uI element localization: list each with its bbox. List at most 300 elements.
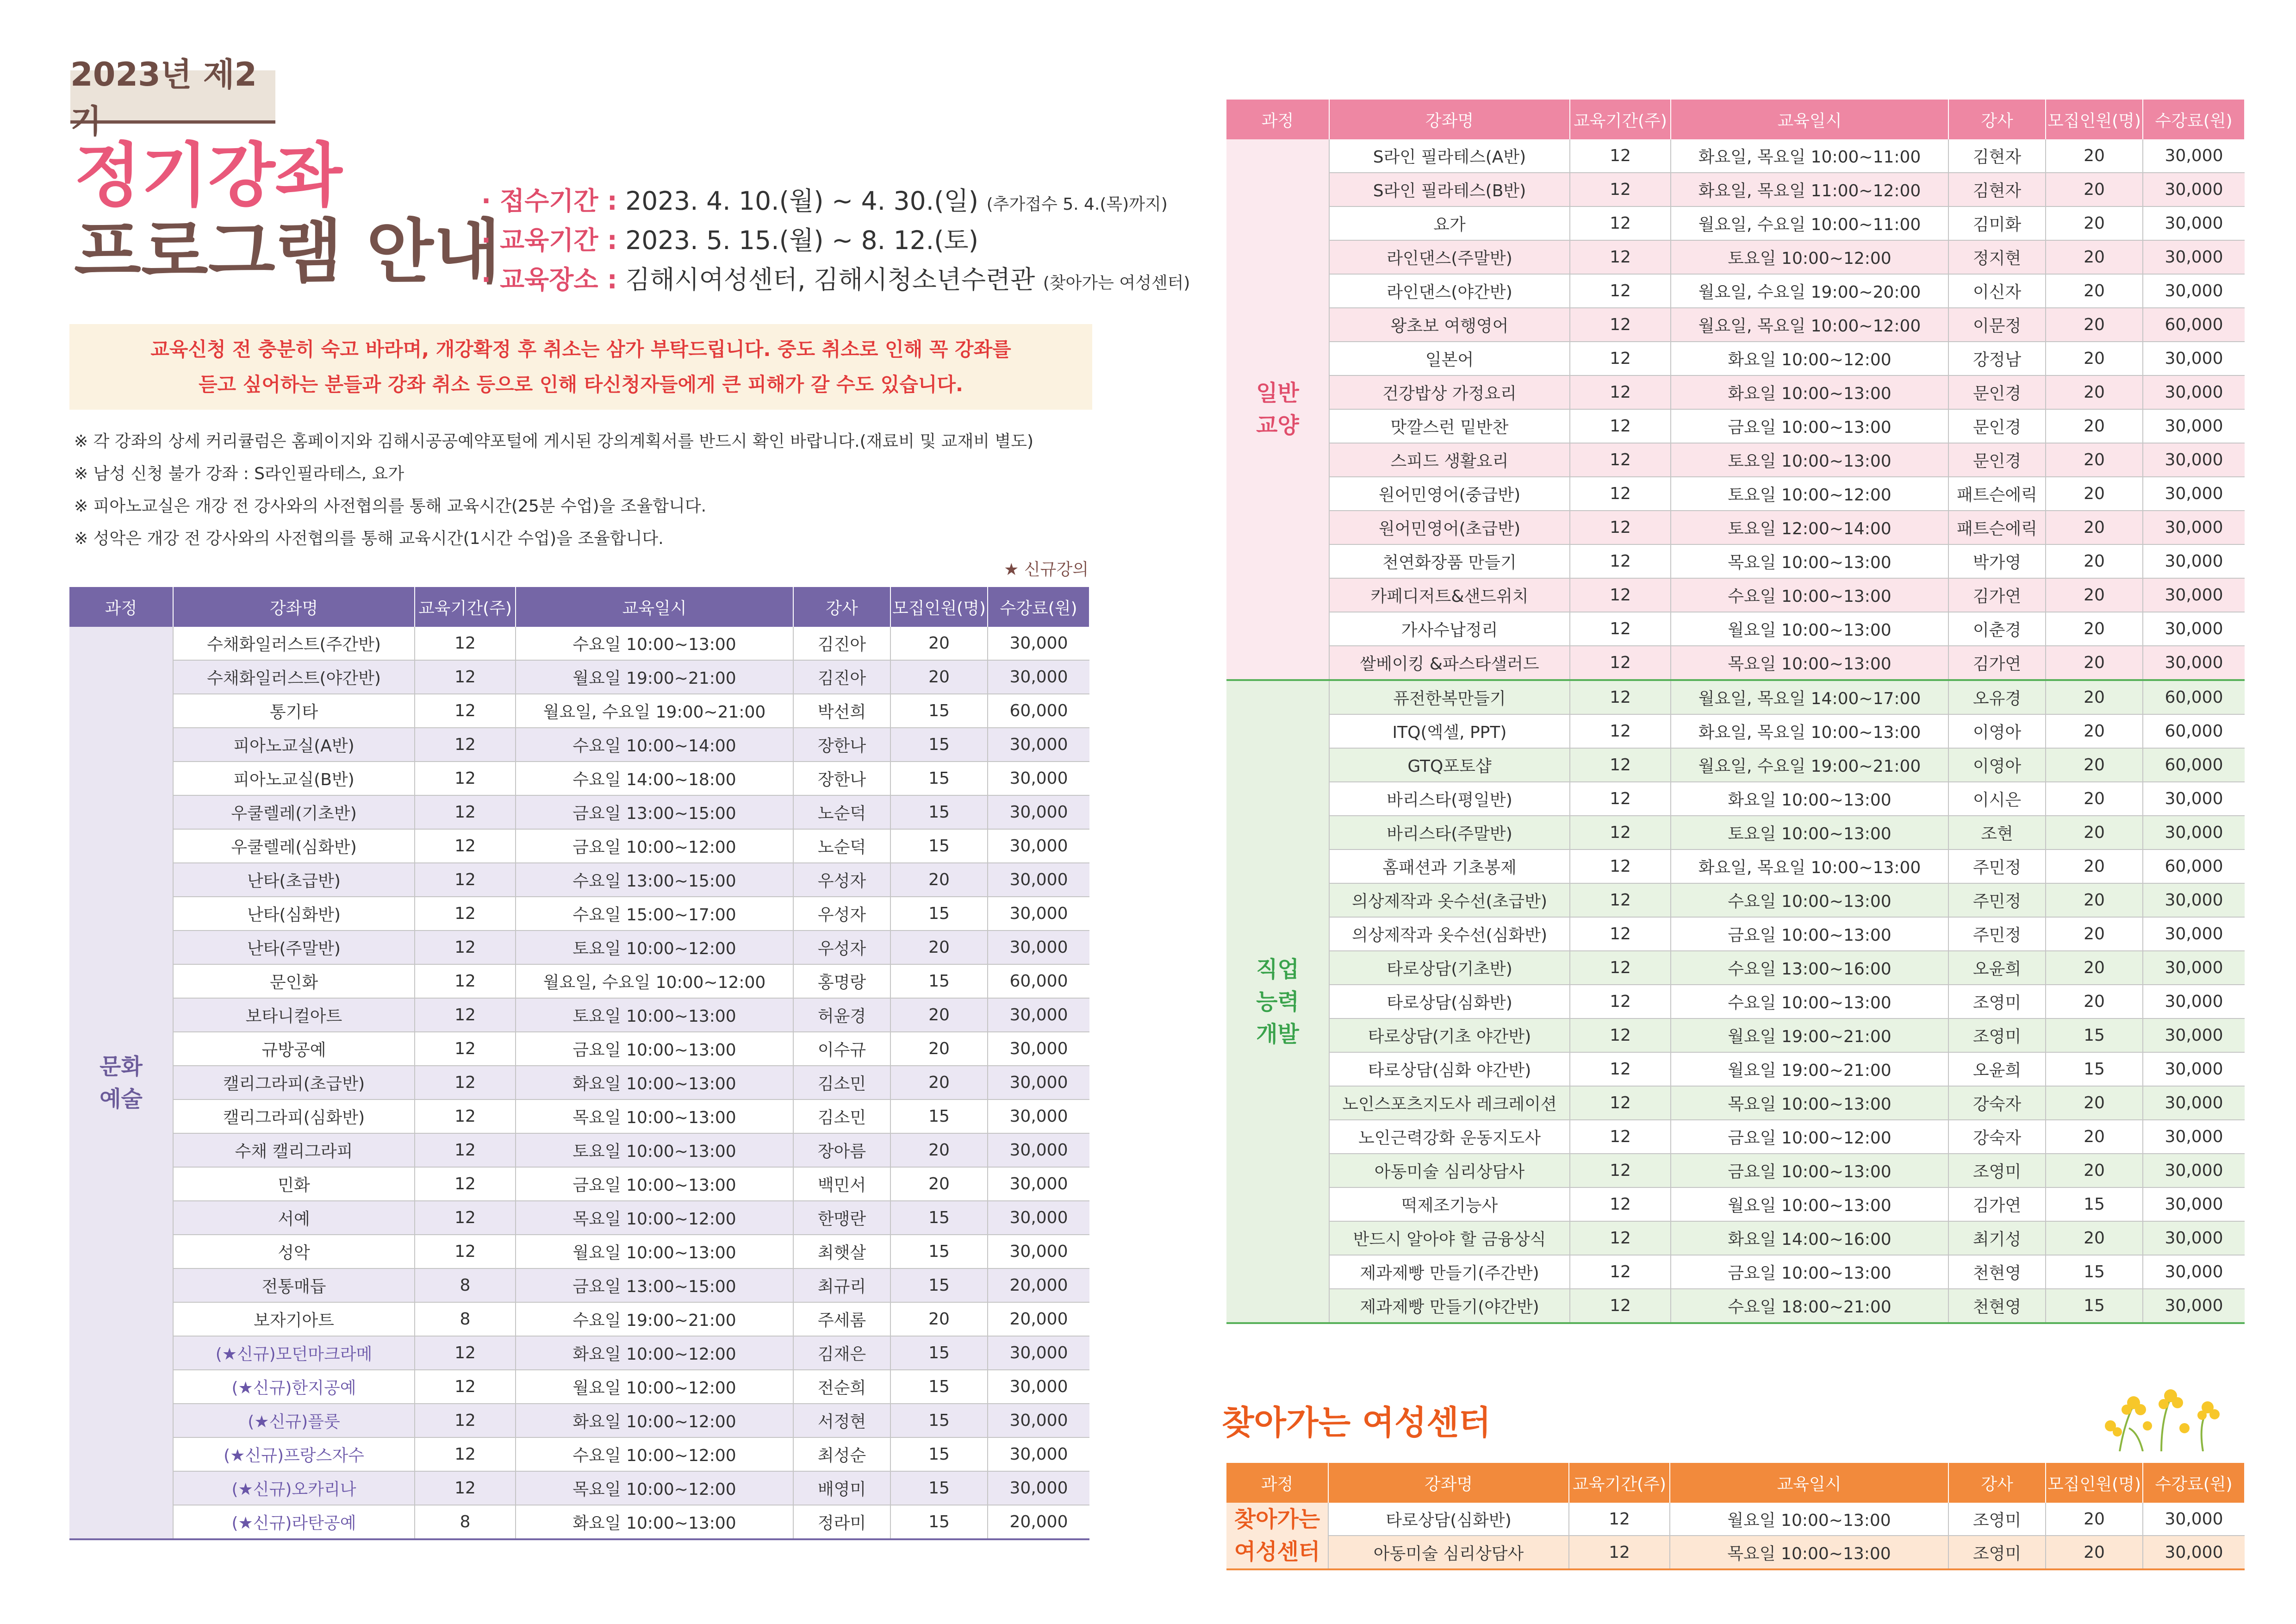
cell-capacity: 15 xyxy=(890,762,988,795)
cell-fee: 30,000 xyxy=(988,931,1089,964)
cell-instructor: 노순덕 xyxy=(793,829,890,863)
cell-weeks: 12 xyxy=(1570,612,1671,646)
cell-capacity: 20 xyxy=(2046,206,2143,240)
table-row xyxy=(1226,511,2245,544)
cell-fee: 30,000 xyxy=(988,1032,1089,1066)
cell-weeks: 12 xyxy=(415,694,516,728)
cell-schedule: 금요일 10:00~13:00 xyxy=(516,1167,793,1201)
cell-schedule: 화요일 10:00~13:00 xyxy=(516,1066,793,1099)
cancellation-notice xyxy=(69,324,1092,410)
education-place xyxy=(481,259,1190,296)
cell-schedule: 수요일 18:00~21:00 xyxy=(1671,1289,1948,1323)
cell-capacity: 20 xyxy=(890,998,988,1032)
cell-instructor: 허윤경 xyxy=(793,998,890,1032)
cell-instructor: 이영아 xyxy=(1948,748,2046,782)
col-fee: 수강료(원) xyxy=(2143,1463,2245,1503)
cell-course-name: 타로상담(심화반) xyxy=(1329,985,1570,1018)
cell-instructor: 오유경 xyxy=(1948,680,2046,714)
cell-weeks: 12 xyxy=(415,1032,516,1066)
table-row xyxy=(69,1167,1089,1201)
cell-schedule: 토요일 10:00~13:00 xyxy=(1671,816,1948,849)
note-vocal: ※ 성악은 개강 전 강사와의 사전협의를 통해 교육시간(1시간 수업)을 조율합니다. xyxy=(74,529,664,548)
table-row xyxy=(69,1235,1089,1268)
cell-weeks: 12 xyxy=(415,1471,516,1505)
cell-weeks: 12 xyxy=(1570,274,1671,308)
cell-instructor: 김현자 xyxy=(1948,139,2046,173)
cell-weeks: 12 xyxy=(1570,917,1671,951)
cell-capacity: 15 xyxy=(890,897,988,931)
cell-schedule: 월요일, 수요일 19:00~20:00 xyxy=(1671,274,1948,308)
notice-line2: 듣고 싶어하는 분들과 강좌 취소 등으로 인해 타신청자들에게 큰 피해가 갈 수도 있습니다. xyxy=(198,373,963,396)
cell-course-name: 원어민영어(중급반) xyxy=(1329,477,1570,511)
cell-fee: 30,000 xyxy=(2143,274,2245,308)
cell-course-name: 가사수납정리 xyxy=(1329,612,1570,646)
cell-course-name: 노인스포츠지도사 레크레이션 xyxy=(1329,1086,1570,1120)
cell-fee: 60,000 xyxy=(988,694,1089,728)
cell-fee: 30,000 xyxy=(2143,375,2245,409)
table-row xyxy=(1226,1086,2245,1120)
cell-schedule: 화요일 10:00~13:00 xyxy=(1671,782,1948,816)
cell-capacity: 20 xyxy=(2046,917,2143,951)
cell-fee: 30,000 xyxy=(2143,342,2245,375)
cell-capacity: 15 xyxy=(890,1201,988,1235)
cell-schedule: 금요일 10:00~13:00 xyxy=(1671,1154,1948,1187)
cell-fee: 30,000 xyxy=(2143,139,2245,173)
cell-weeks: 8 xyxy=(415,1268,516,1302)
cell-weeks: 12 xyxy=(1570,375,1671,409)
cell-schedule: 금요일 10:00~12:00 xyxy=(516,829,793,863)
cell-instructor: 노순덕 xyxy=(793,795,890,829)
cell-fee: 30,000 xyxy=(2143,646,2245,680)
cell-course-name: 떡제조기능사 xyxy=(1329,1187,1570,1221)
cell-fee: 30,000 xyxy=(988,829,1089,863)
cell-instructor: 김가연 xyxy=(1948,1187,2046,1221)
note-no-male: ※ 남성 신청 불가 강좌 : S라인필라테스, 요가 xyxy=(74,464,404,483)
cell-capacity: 15 xyxy=(890,1099,988,1133)
table-row xyxy=(1226,1536,2245,1569)
cell-course-name: 우쿨렐레(기초반) xyxy=(173,795,415,829)
table-row xyxy=(1226,342,2245,375)
registration-value: 2023. 4. 10.(월) ~ 4. 30.(일) xyxy=(625,186,979,216)
cell-fee: 30,000 xyxy=(988,795,1089,829)
cell-schedule: 화요일, 목요일 11:00~12:00 xyxy=(1671,173,1948,206)
cell-schedule: 토요일 10:00~12:00 xyxy=(1671,240,1948,274)
cell-weeks: 12 xyxy=(1570,409,1671,443)
table-row xyxy=(1226,578,2245,612)
cell-schedule: 목요일 10:00~12:00 xyxy=(516,1201,793,1235)
cell-weeks: 12 xyxy=(1570,443,1671,477)
cell-capacity: 20 xyxy=(890,660,988,694)
cell-instructor: 배영미 xyxy=(793,1471,890,1505)
cell-course-name: 수채 캘리그라피 xyxy=(173,1133,415,1167)
cell-course-name: 규방공예 xyxy=(173,1032,415,1066)
cell-course-name: 바리스타(평일반) xyxy=(1329,782,1570,816)
cell-fee: 30,000 xyxy=(2143,612,2245,646)
cell-schedule: 화요일 10:00~12:00 xyxy=(516,1404,793,1437)
cell-weeks: 12 xyxy=(1570,714,1671,748)
cell-capacity: 20 xyxy=(2046,748,2143,782)
cell-schedule: 월요일 10:00~13:00 xyxy=(1670,1503,1948,1536)
cell-capacity: 20 xyxy=(2046,1536,2143,1569)
cell-schedule: 수요일 10:00~13:00 xyxy=(1671,985,1948,1018)
cell-capacity: 20 xyxy=(890,1032,988,1066)
cell-fee: 30,000 xyxy=(2143,1154,2245,1187)
col-weeks: 교육기간(주) xyxy=(415,587,516,627)
cell-schedule: 월요일, 목요일 14:00~17:00 xyxy=(1671,680,1948,714)
table-row xyxy=(69,829,1089,863)
table-row xyxy=(1226,951,2245,985)
col-fee: 수강료(원) xyxy=(2143,100,2245,139)
col-capacity: 모집인원(명) xyxy=(2046,100,2143,139)
cell-schedule: 월요일 19:00~21:00 xyxy=(516,660,793,694)
col-fee: 수강료(원) xyxy=(988,587,1089,627)
cell-schedule: 수요일 10:00~13:00 xyxy=(1671,883,1948,917)
cell-schedule: 수요일 15:00~17:00 xyxy=(516,897,793,931)
table-row xyxy=(1226,443,2245,477)
cell-instructor: 김진아 xyxy=(793,627,890,660)
cell-fee: 30,000 xyxy=(2143,816,2245,849)
cell-fee: 30,000 xyxy=(988,1404,1089,1437)
cell-course-name: (★신규)오카리나 xyxy=(173,1471,415,1505)
cell-fee: 30,000 xyxy=(988,897,1089,931)
cell-capacity: 20 xyxy=(2046,1503,2143,1536)
cell-course-name: 보타니컬아트 xyxy=(173,998,415,1032)
cell-fee: 30,000 xyxy=(988,863,1089,897)
cell-instructor: 서정현 xyxy=(793,1404,890,1437)
cell-course-name: 라인댄스(야간반) xyxy=(1329,274,1570,308)
table-row xyxy=(69,795,1089,829)
cell-weeks: 12 xyxy=(1570,1018,1671,1052)
cell-schedule: 목요일 10:00~13:00 xyxy=(516,1099,793,1133)
cell-weeks: 12 xyxy=(415,964,516,998)
cell-course-name: S라인 필라테스(B반) xyxy=(1329,173,1570,206)
cell-fee: 30,000 xyxy=(988,1167,1089,1201)
cell-weeks: 12 xyxy=(1570,511,1671,544)
cell-schedule: 화요일 10:00~12:00 xyxy=(1671,342,1948,375)
cell-instructor: 장아름 xyxy=(793,1133,890,1167)
cell-instructor: 김소민 xyxy=(793,1099,890,1133)
cell-instructor: 문인경 xyxy=(1948,375,2046,409)
cell-capacity: 15 xyxy=(890,694,988,728)
cell-capacity: 15 xyxy=(2046,1052,2143,1086)
table-row xyxy=(1226,1120,2245,1154)
table-row xyxy=(1226,1018,2245,1052)
cell-course-name: 바리스타(주말반) xyxy=(1329,816,1570,849)
cell-course-name: 서예 xyxy=(173,1201,415,1235)
cell-course-name: (★신규)프랑스자수 xyxy=(173,1437,415,1471)
table-row xyxy=(1226,917,2245,951)
cell-fee: 30,000 xyxy=(2143,782,2245,816)
cell-weeks: 12 xyxy=(1570,342,1671,375)
table-row xyxy=(69,1505,1089,1539)
cell-schedule: 화요일 10:00~12:00 xyxy=(516,1336,793,1370)
cell-schedule: 월요일, 목요일 10:00~12:00 xyxy=(1671,308,1948,342)
registration-period xyxy=(481,181,1168,217)
cell-course-name: 왕초보 여행영어 xyxy=(1329,308,1570,342)
cell-capacity: 20 xyxy=(2046,1154,2143,1187)
cell-fee: 30,000 xyxy=(2143,917,2245,951)
table-row xyxy=(1226,477,2245,511)
table-row xyxy=(1226,375,2245,409)
table-row xyxy=(69,863,1089,897)
cell-instructor: 패트슨에릭 xyxy=(1948,511,2046,544)
table-row xyxy=(69,931,1089,964)
cell-schedule: 토요일 10:00~12:00 xyxy=(516,931,793,964)
cell-course-name: 민화 xyxy=(173,1167,415,1201)
cell-capacity: 20 xyxy=(890,1302,988,1336)
table-row xyxy=(1226,1221,2245,1255)
cell-instructor: 김미화 xyxy=(1948,206,2046,240)
table-row xyxy=(1226,748,2245,782)
cell-weeks: 12 xyxy=(1570,646,1671,680)
cell-fee: 30,000 xyxy=(2143,1187,2245,1221)
cell-course-name: 수채화일러스트(주간반) xyxy=(173,627,415,660)
cell-capacity: 20 xyxy=(2046,985,2143,1018)
cell-capacity: 20 xyxy=(2046,1120,2143,1154)
col-course-name: 강좌명 xyxy=(1328,1463,1569,1503)
cell-instructor: 오윤희 xyxy=(1948,1052,2046,1086)
cell-fee: 30,000 xyxy=(2143,173,2245,206)
col-instructor: 강사 xyxy=(793,587,890,627)
cell-capacity: 20 xyxy=(2046,1086,2143,1120)
col-schedule: 교육일시 xyxy=(1671,100,1948,139)
cell-schedule: 금요일 10:00~13:00 xyxy=(1671,409,1948,443)
cell-weeks: 12 xyxy=(415,1133,516,1167)
category-general: 일반 교양 xyxy=(1226,139,1329,680)
cell-course-name: (★신규)한지공예 xyxy=(173,1370,415,1404)
cell-fee: 20,000 xyxy=(988,1302,1089,1336)
cell-fee: 30,000 xyxy=(988,627,1089,660)
table-row xyxy=(69,1268,1089,1302)
cell-weeks: 12 xyxy=(1570,206,1671,240)
cell-course-name: 쌀베이킹 &파스타샐러드 xyxy=(1329,646,1570,680)
cell-capacity: 20 xyxy=(2046,612,2143,646)
cell-schedule: 금요일 13:00~15:00 xyxy=(516,795,793,829)
cell-capacity: 15 xyxy=(890,1268,988,1302)
cell-course-name: (★신규)플룻 xyxy=(173,1404,415,1437)
table-row xyxy=(1226,1289,2245,1323)
cell-schedule: 월요일 10:00~13:00 xyxy=(1671,612,1948,646)
col-weeks: 교육기간(주) xyxy=(1570,100,1671,139)
cell-schedule: 수요일 13:00~15:00 xyxy=(516,863,793,897)
cell-schedule: 월요일 10:00~12:00 xyxy=(516,1370,793,1404)
cell-schedule: 수요일 10:00~12:00 xyxy=(516,1437,793,1471)
cell-instructor: 최성순 xyxy=(793,1437,890,1471)
table-row xyxy=(1226,646,2245,680)
cell-instructor: 조영미 xyxy=(1948,1018,2046,1052)
cell-weeks: 12 xyxy=(1570,1255,1671,1289)
cell-instructor: 전순희 xyxy=(793,1370,890,1404)
cell-fee: 30,000 xyxy=(988,1235,1089,1268)
cell-schedule: 금요일 10:00~12:00 xyxy=(1671,1120,1948,1154)
cell-course-name: 맛깔스런 밑반찬 xyxy=(1329,409,1570,443)
cell-course-name: (★신규)라탄공예 xyxy=(173,1505,415,1539)
cell-schedule: 금요일 13:00~15:00 xyxy=(516,1268,793,1302)
culture-arts-table xyxy=(69,587,1090,1540)
table-row xyxy=(69,1404,1089,1437)
cell-capacity: 15 xyxy=(890,1471,988,1505)
cell-weeks: 12 xyxy=(1570,849,1671,883)
cell-course-name: 타로상담(심화반) xyxy=(1328,1503,1569,1536)
cell-weeks: 12 xyxy=(1570,308,1671,342)
cell-fee: 60,000 xyxy=(2143,849,2245,883)
table-row xyxy=(69,627,1089,660)
cell-course-name: 요가 xyxy=(1329,206,1570,240)
cell-instructor: 우성자 xyxy=(793,897,890,931)
cell-schedule: 목요일 10:00~13:00 xyxy=(1671,646,1948,680)
table-row xyxy=(1226,782,2245,816)
table-row xyxy=(69,897,1089,931)
cell-schedule: 월요일 19:00~21:00 xyxy=(1671,1052,1948,1086)
cell-instructor: 강숙자 xyxy=(1948,1120,2046,1154)
category-culture-arts: 문화 예술 xyxy=(69,627,173,1539)
cell-capacity: 20 xyxy=(890,931,988,964)
table-row xyxy=(1226,1503,2245,1536)
cell-schedule: 월요일, 수요일 10:00~11:00 xyxy=(1671,206,1948,240)
note-piano: ※ 피아노교실은 개강 전 강사와의 사전협의를 통해 교육시간(25분 수업)을 조율합니다. xyxy=(74,497,707,516)
table-row xyxy=(69,1099,1089,1133)
cell-instructor: 김재은 xyxy=(793,1336,890,1370)
cell-course-name: (★신규)모던마크라메 xyxy=(173,1336,415,1370)
cell-weeks: 12 xyxy=(415,627,516,660)
cell-capacity: 15 xyxy=(890,1336,988,1370)
cell-fee: 30,000 xyxy=(988,660,1089,694)
cell-weeks: 12 xyxy=(415,1336,516,1370)
cell-course-name: 피아노교실(B반) xyxy=(173,762,415,795)
table-row xyxy=(1226,240,2245,274)
cell-schedule: 월요일 10:00~13:00 xyxy=(1671,1187,1948,1221)
cell-weeks: 12 xyxy=(415,863,516,897)
cell-fee: 60,000 xyxy=(2143,308,2245,342)
cell-capacity: 15 xyxy=(890,1505,988,1539)
cell-weeks: 12 xyxy=(1570,782,1671,816)
cell-weeks: 12 xyxy=(1570,544,1671,578)
cell-schedule: 화요일 14:00~16:00 xyxy=(1671,1221,1948,1255)
cell-instructor: 우성자 xyxy=(793,863,890,897)
cell-capacity: 15 xyxy=(2046,1187,2143,1221)
category-job-skills: 직업 능력 개발 xyxy=(1226,680,1329,1323)
cell-capacity: 20 xyxy=(890,1133,988,1167)
cell-schedule: 금요일 10:00~13:00 xyxy=(1671,1255,1948,1289)
cell-weeks: 12 xyxy=(1570,1154,1671,1187)
cell-instructor: 패트슨에릭 xyxy=(1948,477,2046,511)
cell-instructor: 이신자 xyxy=(1948,274,2046,308)
cell-course-name: 아동미술 심리상담사 xyxy=(1329,1154,1570,1187)
cell-instructor: 천현영 xyxy=(1948,1255,2046,1289)
cell-weeks: 12 xyxy=(415,1201,516,1235)
cell-course-name: 난타(주말반) xyxy=(173,931,415,964)
page-title-line2: 프로그램 안내 xyxy=(74,212,501,293)
col-instructor: 강사 xyxy=(1948,1463,2046,1503)
cell-capacity: 15 xyxy=(2046,1018,2143,1052)
col-course-type: 과정 xyxy=(1226,100,1329,139)
place-value: 김해시여성센터, 김해시청소년수련관 xyxy=(625,265,1035,294)
table-row xyxy=(1226,544,2245,578)
cell-capacity: 20 xyxy=(2046,849,2143,883)
cell-course-name: 전통매듭 xyxy=(173,1268,415,1302)
cell-instructor: 주민정 xyxy=(1948,883,2046,917)
cell-capacity: 20 xyxy=(2046,274,2143,308)
cell-course-name: 카페디저트&샌드위치 xyxy=(1329,578,1570,612)
cell-instructor: 김현자 xyxy=(1948,173,2046,206)
table-row xyxy=(69,694,1089,728)
cell-capacity: 20 xyxy=(2046,883,2143,917)
table-header-row xyxy=(1226,1463,2245,1503)
visiting-center-title: 찾아가는 여성센터 xyxy=(1222,1403,1491,1442)
cell-weeks: 12 xyxy=(1570,1086,1671,1120)
cell-weeks: 12 xyxy=(1570,1187,1671,1221)
cell-course-name: 반드시 알아야 할 금융상식 xyxy=(1329,1221,1570,1255)
table-row xyxy=(1226,308,2245,342)
cell-schedule: 목요일 10:00~13:00 xyxy=(1671,544,1948,578)
cell-capacity: 15 xyxy=(890,795,988,829)
cell-fee: 30,000 xyxy=(2143,1255,2245,1289)
cell-weeks: 12 xyxy=(415,1167,516,1201)
cell-capacity: 20 xyxy=(2046,375,2143,409)
cell-weeks: 8 xyxy=(415,1302,516,1336)
cell-schedule: 화요일, 목요일 10:00~13:00 xyxy=(1671,849,1948,883)
cell-instructor: 이영아 xyxy=(1948,714,2046,748)
cell-weeks: 12 xyxy=(1570,748,1671,782)
education-label: · 교육기간 : xyxy=(481,225,617,255)
cell-weeks: 12 xyxy=(1570,477,1671,511)
new-course-legend: ★ 신규강의 xyxy=(1004,560,1089,579)
cell-fee: 30,000 xyxy=(2143,443,2245,477)
cell-fee: 30,000 xyxy=(2143,951,2245,985)
cell-schedule: 목요일 10:00~12:00 xyxy=(516,1471,793,1505)
col-capacity: 모집인원(명) xyxy=(890,587,988,627)
table-row xyxy=(1226,274,2245,308)
cell-capacity: 20 xyxy=(2046,308,2143,342)
cell-instructor: 장한나 xyxy=(793,762,890,795)
cell-weeks: 12 xyxy=(415,1404,516,1437)
cell-schedule: 월요일 19:00~21:00 xyxy=(1671,1018,1948,1052)
cell-instructor: 이시은 xyxy=(1948,782,2046,816)
cell-instructor: 강숙자 xyxy=(1948,1086,2046,1120)
cell-course-name: S라인 필라테스(A반) xyxy=(1329,139,1570,173)
col-instructor: 강사 xyxy=(1948,100,2046,139)
table-row xyxy=(69,762,1089,795)
cell-weeks: 12 xyxy=(1570,951,1671,985)
cell-capacity: 20 xyxy=(2046,816,2143,849)
cell-instructor: 최기성 xyxy=(1948,1221,2046,1255)
cell-schedule: 화요일, 목요일 10:00~11:00 xyxy=(1671,139,1948,173)
notice-line1: 교육신청 전 충분히 숙고 바라며, 개강확정 후 취소는 삼가 부탁드립니다. 중도 취소로 인해 꼭 강좌를 xyxy=(150,337,1011,361)
cell-course-name: 문인화 xyxy=(173,964,415,998)
cell-instructor: 백민서 xyxy=(793,1167,890,1201)
cell-weeks: 12 xyxy=(1570,1120,1671,1154)
semester-badge: 2023년 제2기 xyxy=(70,70,275,124)
cell-fee: 30,000 xyxy=(988,728,1089,762)
cell-schedule: 월요일 10:00~13:00 xyxy=(516,1235,793,1268)
cell-instructor: 주민정 xyxy=(1948,849,2046,883)
cell-instructor: 주세롬 xyxy=(793,1302,890,1336)
cell-fee: 30,000 xyxy=(2143,240,2245,274)
cell-fee: 60,000 xyxy=(2143,748,2245,782)
cell-weeks: 12 xyxy=(415,931,516,964)
cell-instructor: 우성자 xyxy=(793,931,890,964)
table-row xyxy=(1226,985,2245,1018)
cell-instructor: 조영미 xyxy=(1948,1503,2046,1536)
cell-weeks: 12 xyxy=(1570,139,1671,173)
cell-capacity: 20 xyxy=(890,627,988,660)
cell-fee: 30,000 xyxy=(2143,206,2245,240)
cell-course-name: 성악 xyxy=(173,1235,415,1268)
cell-schedule: 토요일 10:00~12:00 xyxy=(1671,477,1948,511)
cell-instructor: 최햇살 xyxy=(793,1235,890,1268)
cell-capacity: 15 xyxy=(890,1235,988,1268)
col-schedule: 교육일시 xyxy=(1670,1463,1948,1503)
